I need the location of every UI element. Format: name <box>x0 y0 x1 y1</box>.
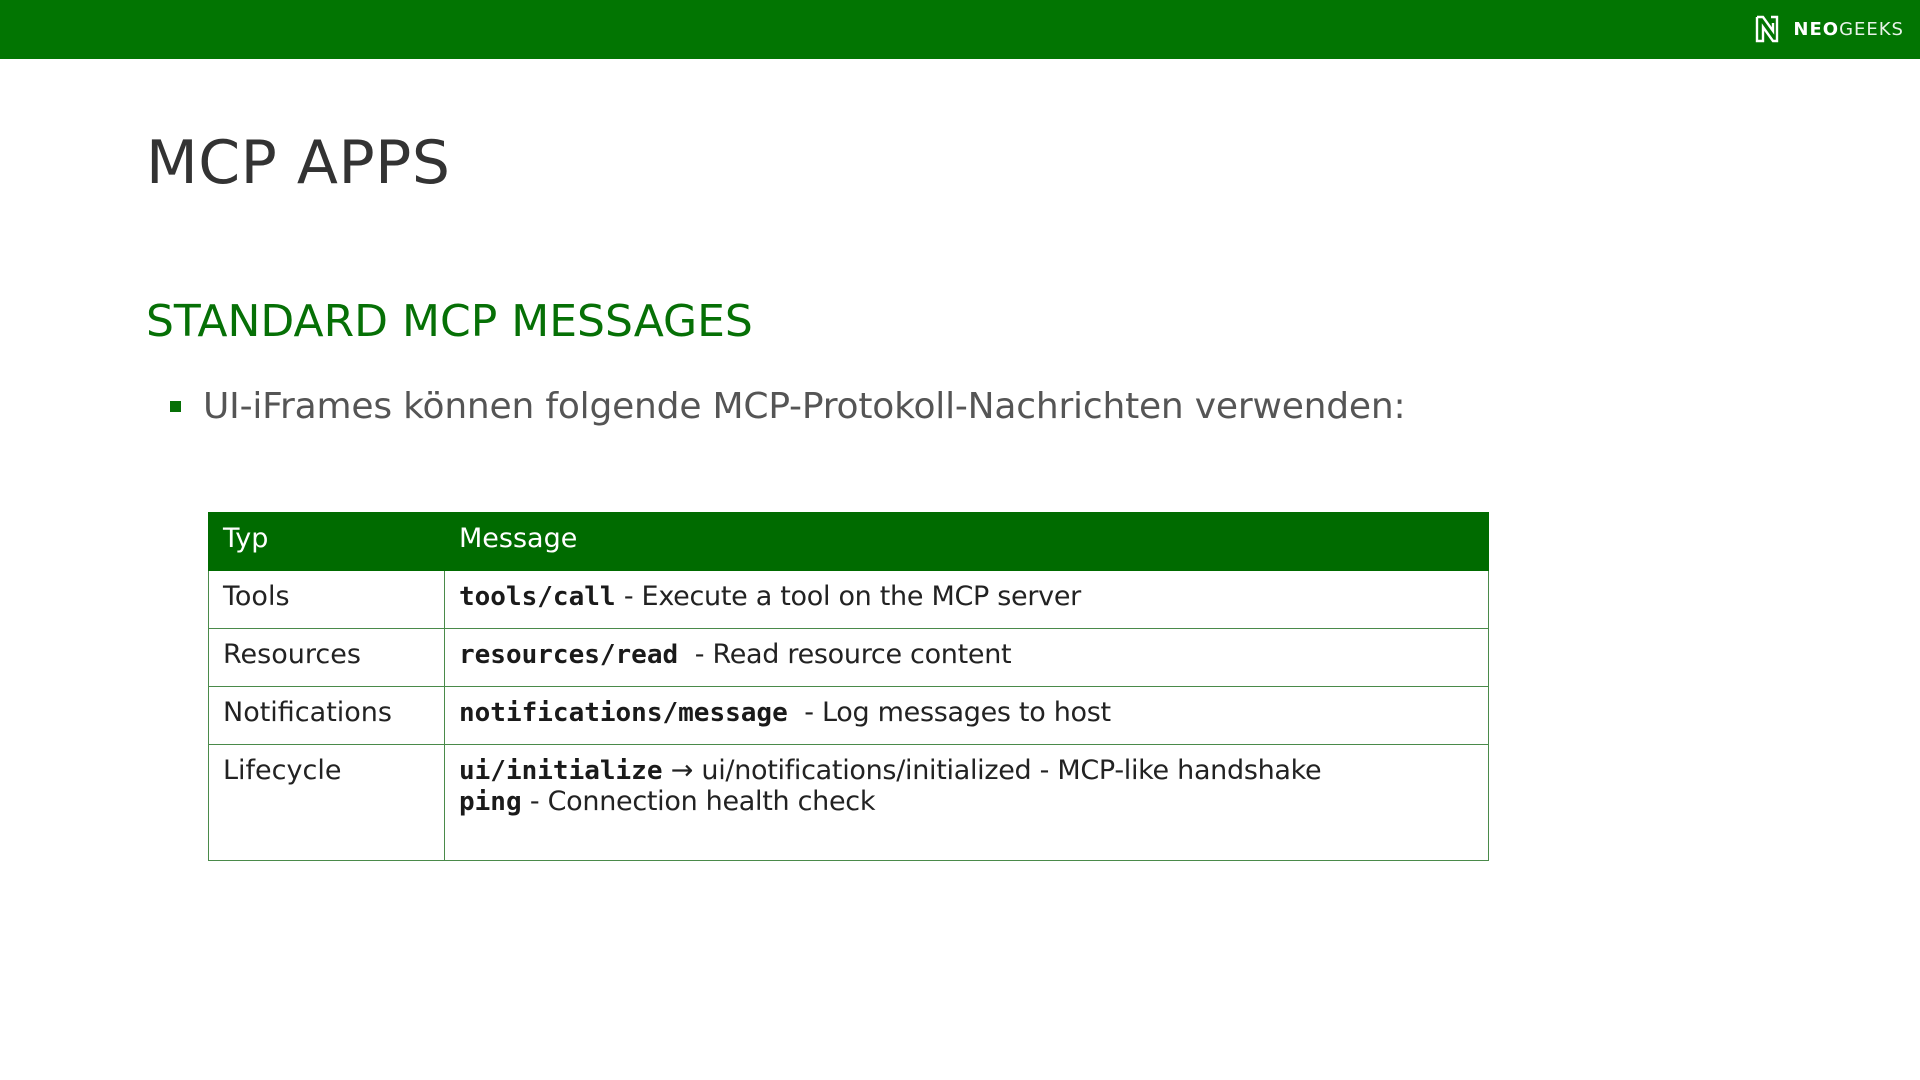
message-code: ping <box>459 787 522 817</box>
neogeeks-logo-icon <box>1753 15 1781 43</box>
page-title: MCP APPS <box>146 128 451 198</box>
row-type-cell: Tools <box>209 571 445 629</box>
table-header-row <box>209 513 1489 571</box>
table-row <box>209 629 1489 687</box>
brand-name: NEOGEEKS <box>1793 18 1904 40</box>
row-message-cell <box>445 687 1489 745</box>
bullet-square-icon <box>170 401 181 412</box>
bullet-text: UI-iFrames können folgende MCP-Protokoll-Nachrichten verwenden: <box>203 386 1406 427</box>
brand-logo <box>1753 14 1904 44</box>
message-description: - Connection health check <box>521 786 876 817</box>
header-message: Message <box>445 513 1489 571</box>
table-row <box>209 687 1489 745</box>
row-message-cell <box>445 745 1489 861</box>
messages-table <box>208 512 1489 861</box>
message-code: ui/initialize <box>459 756 663 786</box>
message-code: resources/read <box>459 640 679 670</box>
message-description: - Read resource content <box>678 639 1012 670</box>
top-bar <box>0 0 1920 59</box>
section-subtitle: STANDARD MCP MESSAGES <box>146 296 753 347</box>
message-code: tools/call <box>459 582 616 612</box>
message-description: → ui/notifications/initialized - MCP-like handshake <box>662 755 1322 786</box>
table-row <box>209 745 1489 861</box>
row-type-cell: Resources <box>209 629 445 687</box>
row-type-cell: Notifications <box>209 687 445 745</box>
message-description: - Execute a tool on the MCP server <box>615 581 1081 612</box>
header-type: Typ <box>209 513 445 571</box>
row-message-cell <box>445 629 1489 687</box>
row-type-cell: Lifecycle <box>209 745 445 861</box>
table-row <box>209 571 1489 629</box>
message-code: notifications/message <box>459 698 788 728</box>
bullet-item <box>170 386 1405 427</box>
row-message-cell <box>445 571 1489 629</box>
message-description: - Log messages to host <box>787 697 1111 728</box>
